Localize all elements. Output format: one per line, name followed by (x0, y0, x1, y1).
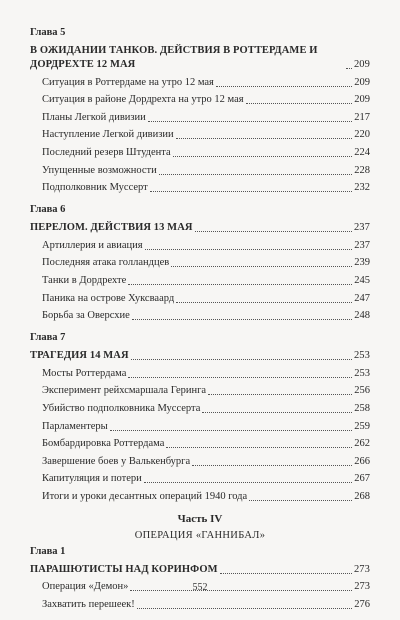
list-item (30, 402, 370, 416)
list-item (30, 384, 370, 398)
list-item (30, 598, 370, 612)
dot-leader (150, 191, 353, 192)
list-item (30, 181, 370, 195)
page-number: 552 (192, 582, 208, 593)
page-ref: 262 (354, 438, 370, 450)
page-ref: 266 (354, 455, 370, 467)
page-ref: 209 (354, 94, 370, 106)
page-ref: 239 (354, 257, 370, 269)
dot-leader (246, 103, 353, 104)
chapter-label: Глава 1 (30, 545, 66, 557)
dot-leader (110, 430, 353, 431)
list-item (30, 111, 370, 125)
section-title: Эксперимент рейхсмаршала Геринга (42, 385, 207, 397)
dot-leader (137, 608, 352, 609)
list-item (30, 309, 370, 323)
table-of-contents (30, 26, 370, 620)
dot-leader (131, 359, 352, 360)
part-label: Часть IV (177, 512, 223, 525)
section-title: Убийство подполковника Муссерта (42, 402, 201, 414)
chapter-7 (30, 331, 370, 504)
chapter-title-entry (30, 44, 370, 72)
page-ref: 217 (354, 111, 370, 123)
section-title: Паника на острове Хуксваард (42, 292, 175, 304)
chapter-label: Глава 7 (30, 332, 66, 344)
list-item (30, 367, 370, 381)
page-ref: 256 (354, 385, 370, 397)
section-title: Ситуация в районе Дордрехта на утро 12 мая (42, 94, 244, 106)
page-ref: 209 (354, 76, 370, 88)
section-title: Борьба за Оверсхие (42, 310, 130, 322)
dot-leader (216, 86, 352, 87)
dot-leader (128, 284, 352, 285)
list-item (30, 93, 370, 107)
section-title: Бомбардировка Роттердама (42, 438, 165, 450)
dot-leader (173, 156, 353, 157)
page-ref: 273 (353, 563, 370, 575)
chapter-title: ПАРАШЮТИСТЫ НАД КОРИНФОМ (30, 563, 218, 575)
dot-leader (220, 573, 352, 574)
list-item (30, 437, 370, 451)
section-title: Капитуляция и потери (42, 473, 142, 485)
dot-leader (195, 231, 352, 232)
part-heading (30, 512, 370, 543)
page-ref: 245 (354, 274, 370, 286)
list-item (30, 128, 370, 142)
list-item (30, 146, 370, 160)
page-ref: 247 (354, 292, 370, 304)
list-item (30, 420, 370, 434)
list-item (30, 472, 370, 486)
dot-leader (208, 394, 352, 395)
section-title: Подполковник Муссерт (42, 182, 148, 194)
section-title: Ситуация в Роттердаме на утро 12 мая (42, 76, 214, 88)
section-title: Итоги и уроки десантных операций 1940 года (42, 490, 248, 502)
dot-leader (192, 465, 352, 466)
section-title: Танки в Дордрехте (42, 274, 127, 286)
list-item (30, 256, 370, 270)
page-ref: 253 (353, 350, 370, 362)
section-title: Планы Легкой дивизии (42, 111, 146, 123)
part-title: ОПЕРАЦИЯ «ГАННИБАЛ» (134, 529, 266, 541)
dot-leader (202, 412, 352, 413)
dot-leader (176, 138, 353, 139)
chapter-title: ПЕРЕЛОМ. ДЕЙСТВИЯ 13 МАЯ (30, 222, 193, 234)
section-title: Артиллерия и авиация (42, 239, 143, 251)
page-ref: 267 (354, 473, 370, 485)
page-ref: 273 (354, 581, 370, 593)
list-item (30, 164, 370, 178)
dot-leader (132, 319, 352, 320)
list-item (30, 274, 370, 288)
list-item (30, 76, 370, 90)
dot-leader (144, 482, 353, 483)
page-ref: 237 (354, 239, 370, 251)
section-title: Захватить перешеек! (42, 599, 135, 611)
section-title: Парламентеры (42, 420, 108, 432)
page-ref: 248 (354, 310, 370, 322)
chapter-5 (30, 26, 370, 195)
page-ref: 276 (354, 599, 370, 611)
chapter-title-entry (30, 563, 370, 577)
chapter-title: ТРАГЕДИЯ 14 МАЯ (30, 350, 129, 362)
part4-chapter-1 (30, 545, 370, 612)
chapter-title-entry (30, 349, 370, 363)
dot-leader (148, 121, 352, 122)
chapter-6 (30, 203, 370, 323)
chapter-label: Глава 6 (30, 204, 66, 216)
page-ref: 253 (354, 367, 370, 379)
dot-leader (249, 500, 352, 501)
section-title: Последний резерв Штудента (42, 146, 171, 158)
chapter-title: В ОЖИДАНИИ ТАНКОВ. ДЕЙСТВИЯ В РОТТЕРДАМЕ И ДОРДРЕХТЕ 12 МАЯ (30, 45, 318, 70)
section-title: Завершение боев у Валькенбурга (42, 455, 191, 467)
page-ref: 237 (353, 222, 370, 234)
dot-leader (346, 68, 352, 69)
dot-leader (159, 174, 353, 175)
chapter-title-entry (30, 221, 370, 235)
list-item (30, 490, 370, 504)
page-ref: 209 (353, 59, 370, 70)
dot-leader (145, 249, 353, 250)
page-ref: 228 (354, 164, 370, 176)
page-ref: 232 (354, 182, 370, 194)
list-item (30, 455, 370, 469)
chapter-label: Глава 5 (30, 27, 66, 38)
section-title: Упущенные возможности (42, 164, 157, 176)
dot-leader (166, 447, 352, 448)
page-ref: 224 (354, 146, 370, 158)
dot-leader (128, 377, 352, 378)
section-title: Мосты Роттердама (42, 367, 127, 379)
section-title: Операция «Демон» (42, 581, 129, 593)
list-item (30, 239, 370, 253)
page-ref: 220 (354, 129, 370, 141)
section-title: Последняя атака голландцев (42, 257, 170, 269)
section-title: Наступление Легкой дивизии (42, 129, 174, 141)
dot-leader (171, 266, 352, 267)
page-ref: 268 (354, 490, 370, 502)
page-ref: 259 (354, 420, 370, 432)
list-item (30, 292, 370, 306)
page-ref: 258 (354, 402, 370, 414)
dot-leader (176, 302, 352, 303)
